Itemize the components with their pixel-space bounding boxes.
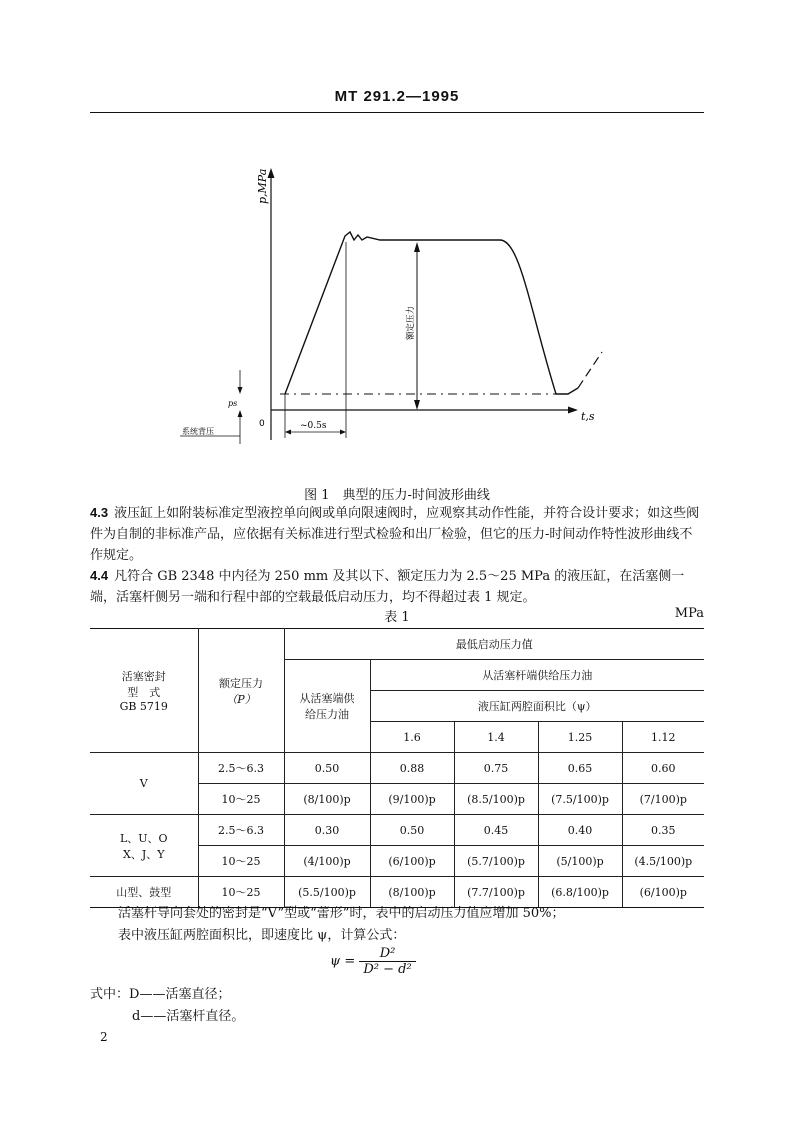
value-cell: (4.5/100)p (622, 846, 704, 877)
formula-lhs: ψ = (330, 954, 356, 969)
section-4-3-text: 液压缸上如附装标准定型液控单向阀或单向限速阀时，应观察其动作性能，并符合设计要求；如这些阀件为自制的非标准产品，应依据有关标准进行型式检验和出厂检验，但它的压力-时间动作特性波形曲线不作规定。 (90, 506, 700, 563)
value-cell: 0.35 (622, 815, 704, 846)
standard-number: MT 291.2—1995 (334, 88, 460, 105)
table-row (90, 753, 704, 784)
header-seal-type: 活塞密封 型 式 GB 5719 (90, 629, 198, 753)
value-cell: 0.88 (370, 753, 454, 784)
table-caption: 表 1 (384, 610, 410, 625)
pressure-cell: 2.5～6.3 (198, 815, 284, 846)
where-prefix: 式中： (90, 987, 130, 1002)
value-cell: (8.5/100)p (454, 784, 538, 815)
section-4-4 (90, 565, 704, 608)
value-cell: (5.5/100)p (284, 877, 370, 908)
pressure-time-waveform-figure (170, 160, 630, 450)
area-ratio-formula (330, 946, 416, 977)
value-cell: (4/100)p (284, 846, 370, 877)
header-piston-end-supply: 从活塞端供 给压力油 (284, 660, 370, 753)
formula-denominator: D² − d² (363, 962, 412, 977)
value-cell: (6/100)p (370, 846, 454, 877)
pressure-cell: 10～25 (198, 846, 284, 877)
header-area-ratio: 液压缸两腔面积比（ψ） (370, 691, 704, 722)
rated-pressure-arrow-top (414, 242, 420, 252)
page-number: 2 (100, 1030, 108, 1044)
value-cell: 0.30 (284, 815, 370, 846)
value-cell: (7/100)p (622, 784, 704, 815)
header-ratio-1-12: 1.12 (622, 722, 704, 753)
value-cell: 0.45 (454, 815, 538, 846)
value-cell: 0.50 (370, 815, 454, 846)
back-pressure-label: 系统背压 (182, 427, 214, 436)
rated-pressure-label: 额定压力 (406, 305, 416, 340)
where-D: D——活塞直径； (129, 987, 231, 1002)
value-cell: (5.7/100)p (454, 846, 538, 877)
section-4-3 (90, 502, 704, 566)
table-row (90, 815, 704, 846)
section-4-3-number: 4.3 (90, 505, 109, 520)
header-rule (90, 112, 704, 113)
formula-numerator: D² (359, 946, 415, 962)
header-ratio-1-25: 1.25 (538, 722, 622, 753)
value-cell: (9/100)p (370, 784, 454, 815)
seal-cell: L、U、O X、J、Y (90, 815, 198, 877)
header-min-start-pressure: 最低启动压力值 (284, 629, 704, 660)
value-cell: (7.7/100)p (454, 877, 538, 908)
y-axis-label: p,MPa (256, 168, 269, 204)
table-unit: MPa (674, 606, 704, 621)
formula-where-block (90, 984, 244, 1028)
pressure-cell: 10～25 (198, 877, 284, 908)
x-axis-arrow (568, 407, 578, 414)
table-row (90, 877, 704, 908)
value-cell: (6/100)p (622, 877, 704, 908)
header-rod-end-supply: 从活塞杆端供给压力油 (370, 660, 704, 691)
where-d: d——活塞杆直径。 (132, 1009, 245, 1024)
ps-arrow-upper-head (238, 387, 243, 394)
formula-fraction (359, 946, 415, 977)
header-rated-pressure: 额定压力 （P） (198, 629, 284, 753)
min-start-pressure-table (90, 628, 704, 908)
value-cell: 0.40 (538, 815, 622, 846)
origin-label: 0 (259, 419, 265, 429)
value-cell: 0.75 (454, 753, 538, 784)
waveform-tail-dashed (578, 352, 602, 388)
value-cell: (7.5/100)p (538, 784, 622, 815)
ps-arrow-lower-head (238, 410, 243, 417)
header-ratio-1-4: 1.4 (454, 722, 538, 753)
duration-label: ~0.5s (300, 421, 327, 431)
section-4-4-number: 4.4 (90, 568, 109, 583)
value-cell: (8/100)p (370, 877, 454, 908)
seal-cell: 山型、鼓型 (90, 877, 198, 908)
seal-note: 活塞杆导向套处的密封是“V”型或“蕾形”时，表中的启动压力值应增加 50%； (118, 906, 565, 921)
section-4-4-text: 凡符合 GB 2348 中内径为 250 mm 及其以下、额定压力为 2.5～25 MPa 的液压缸，在活塞侧一端，活塞杆侧另一端和行程中部的空载最低启动压力，均不得超过表 1 规定。 (90, 569, 685, 605)
formula-intro: 表中液压缸两腔面积比，即速度比 ψ，计算公式： (118, 928, 406, 943)
header-ratio-1-6: 1.6 (370, 722, 454, 753)
rated-pressure-arrow-bottom (414, 400, 420, 410)
waveform-curve (285, 232, 578, 394)
value-cell: 0.50 (284, 753, 370, 784)
value-cell: (6.8/100)p (538, 877, 622, 908)
value-cell: 0.60 (622, 753, 704, 784)
value-cell: (8/100)p (284, 784, 370, 815)
duration-arrow-right (340, 430, 346, 435)
duration-arrow-left (285, 430, 291, 435)
x-axis-label: t,s (581, 410, 595, 423)
value-cell: (5/100)p (538, 846, 622, 877)
ps-label: ps (228, 399, 238, 408)
figure-caption: 图 1 典型的压力-时间波形曲线 (304, 488, 490, 503)
pressure-cell: 10～25 (198, 784, 284, 815)
seal-cell: V (90, 753, 198, 815)
value-cell: 0.65 (538, 753, 622, 784)
pressure-cell: 2.5～6.3 (198, 753, 284, 784)
